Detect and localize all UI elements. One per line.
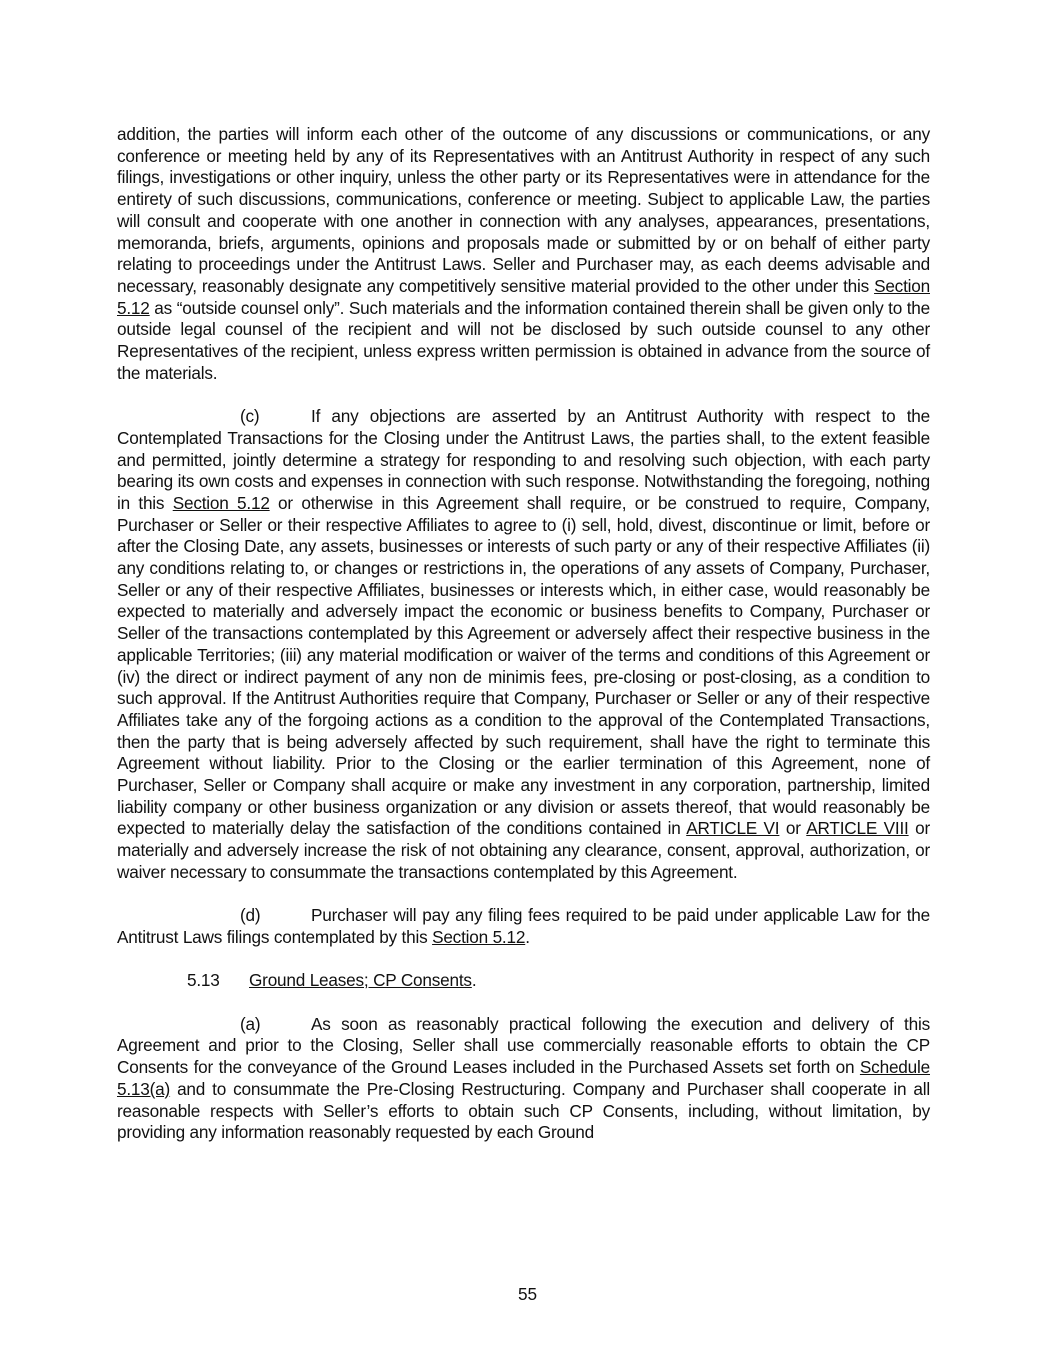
paragraph-text: Purchaser will pay any filing fees required to be paid under applicable Law for the Antitrust Laws filings contemplated by this — [117, 905, 930, 947]
paragraph-text: As soon as reasonably practical following the execution and delivery of this Agreement and prior to the Closing, Seller shall use commercially reasonable efforts to obtain the CP Consents for the conveyance of the Ground Leases included in the Purchased Assets set forth on — [117, 1013, 930, 1078]
paragraph-text: . — [525, 926, 530, 947]
paragraph-a — [117, 1014, 930, 1144]
schedule-reference-link: Schedule 5.13(a) — [117, 1057, 930, 1099]
article-reference-link: ARTICLE VI — [686, 818, 780, 839]
page-number: 55 — [517, 1284, 538, 1304]
section-title-punctuation: . — [471, 970, 477, 991]
enumeration-label: (c) — [240, 406, 260, 427]
paragraph-c — [117, 406, 930, 883]
enumeration-label: (d) — [240, 905, 261, 926]
section-reference-link: Section 5.12 — [432, 926, 526, 947]
paragraph-text: and to consummate the Pre-Closing Restructuring. Company and Purchaser shall cooperate in all reasonable respects with Seller’s efforts to obtain such CP Consents, including, without limitation, by providing any information reasonably requested by each Ground — [117, 1078, 930, 1143]
section-title: Ground Leases; CP Consents — [249, 970, 472, 991]
paragraph-continuation — [117, 124, 930, 384]
paragraph-text: addition, the parties will inform each other of the outcome of any discussions or communications, or any conference or meeting held by any of its Representatives with an Antitrust Authority in respect of any such filings, investigations or other inquiry, unless the other party or its Representatives were in attendance for the entirety of such discussions, communications, conference or meeting. Subject to applicable Law, the parties will consult and cooperate with one another in connection with any analyses, appearances, presentations, memoranda, briefs, arguments, opinions and proposals made or submitted by or on behalf of either party relating to proceedings under the Antitrust Laws. Seller and Purchaser may, as each deems advisable and necessary, reasonably designate any competitively sensitive material provided to the other under this — [117, 124, 930, 296]
paragraph-text: or otherwise in this Agreement shall require, or be construed to require, Company, Purchaser or Seller or their respective Affiliates to agree to (i) sell, hold, divest, discontinue or limit, before or after the Closing Date, any assets, businesses or interests of such party or any of their respective Affiliates (ii) any conditions relating to, or changes or restrictions in, the operations of any assets of Company, Purchaser, Seller or any of their respective Affiliates, businesses or interests which, in either case, would reasonably be expected to materially and adversely impact the economic or business benefits to Company, Purchaser or Seller of the transactions contemplated by this Agreement or adversely affect their respective business in the applicable Territories; (iii) any material modification or waiver of the terms and conditions of this Agreement or (iv) the direct or indirect payment of any non de minimis fees, pre-closing or post-closing, as a condition to such approval. If the Antitrust Authorities require that Company, Purchaser or Seller or any of their respective Affiliates take any of the forgoing actions as a condition to the approval of the Contemplated Transactions, then the party that is being adversely affected by such requirement, shall have the right to terminate this Agreement without liability. Prior to the Closing or the earlier termination of this Agreement, none of Purchaser, Seller or Company shall acquire or make any investment in any corporation, partnership, limited liability company or other business organization or any division or assets thereof, that would reasonably be expected to materially delay the satisfaction of the conditions contained in — [117, 492, 930, 839]
paragraph-text: or — [779, 818, 807, 839]
section-number: 5.13 — [187, 970, 220, 991]
section-reference-link: Section 5.12 — [117, 275, 930, 318]
paragraph-text: or materially and adversely increase the risk of not obtaining any clearance, consent, approval, authorization, or waiver necessary to consummate the transactions contemplated by this Agreement. — [117, 818, 930, 882]
enumeration-label: (a) — [240, 1013, 261, 1034]
paragraph-d — [117, 905, 930, 948]
section-heading — [117, 970, 930, 992]
section-reference-link: Section 5.12 — [172, 492, 270, 513]
paragraph-text: as “outside counsel only”. Such materials and the information contained therein shall be given only to the outside legal counsel of the recipient and will not be disclosed by such outside counsel to any other Representatives of the recipient, unless express written permission is obtained in advance from the source of the materials. — [117, 297, 930, 383]
document-page — [117, 124, 930, 1166]
article-reference-link: ARTICLE VIII — [806, 818, 909, 839]
paragraph-text: If any objections are asserted by an Antitrust Authority with respect to the Contemplated Transactions for the Closing under the Antitrust Laws, the parties shall, to the extent feasible and permitted, jointly determine a strategy for responding to and resolving such objection, with each party bearing its own costs and expenses in connection with such response. Notwithstanding the foregoing, nothing in this — [117, 406, 930, 513]
